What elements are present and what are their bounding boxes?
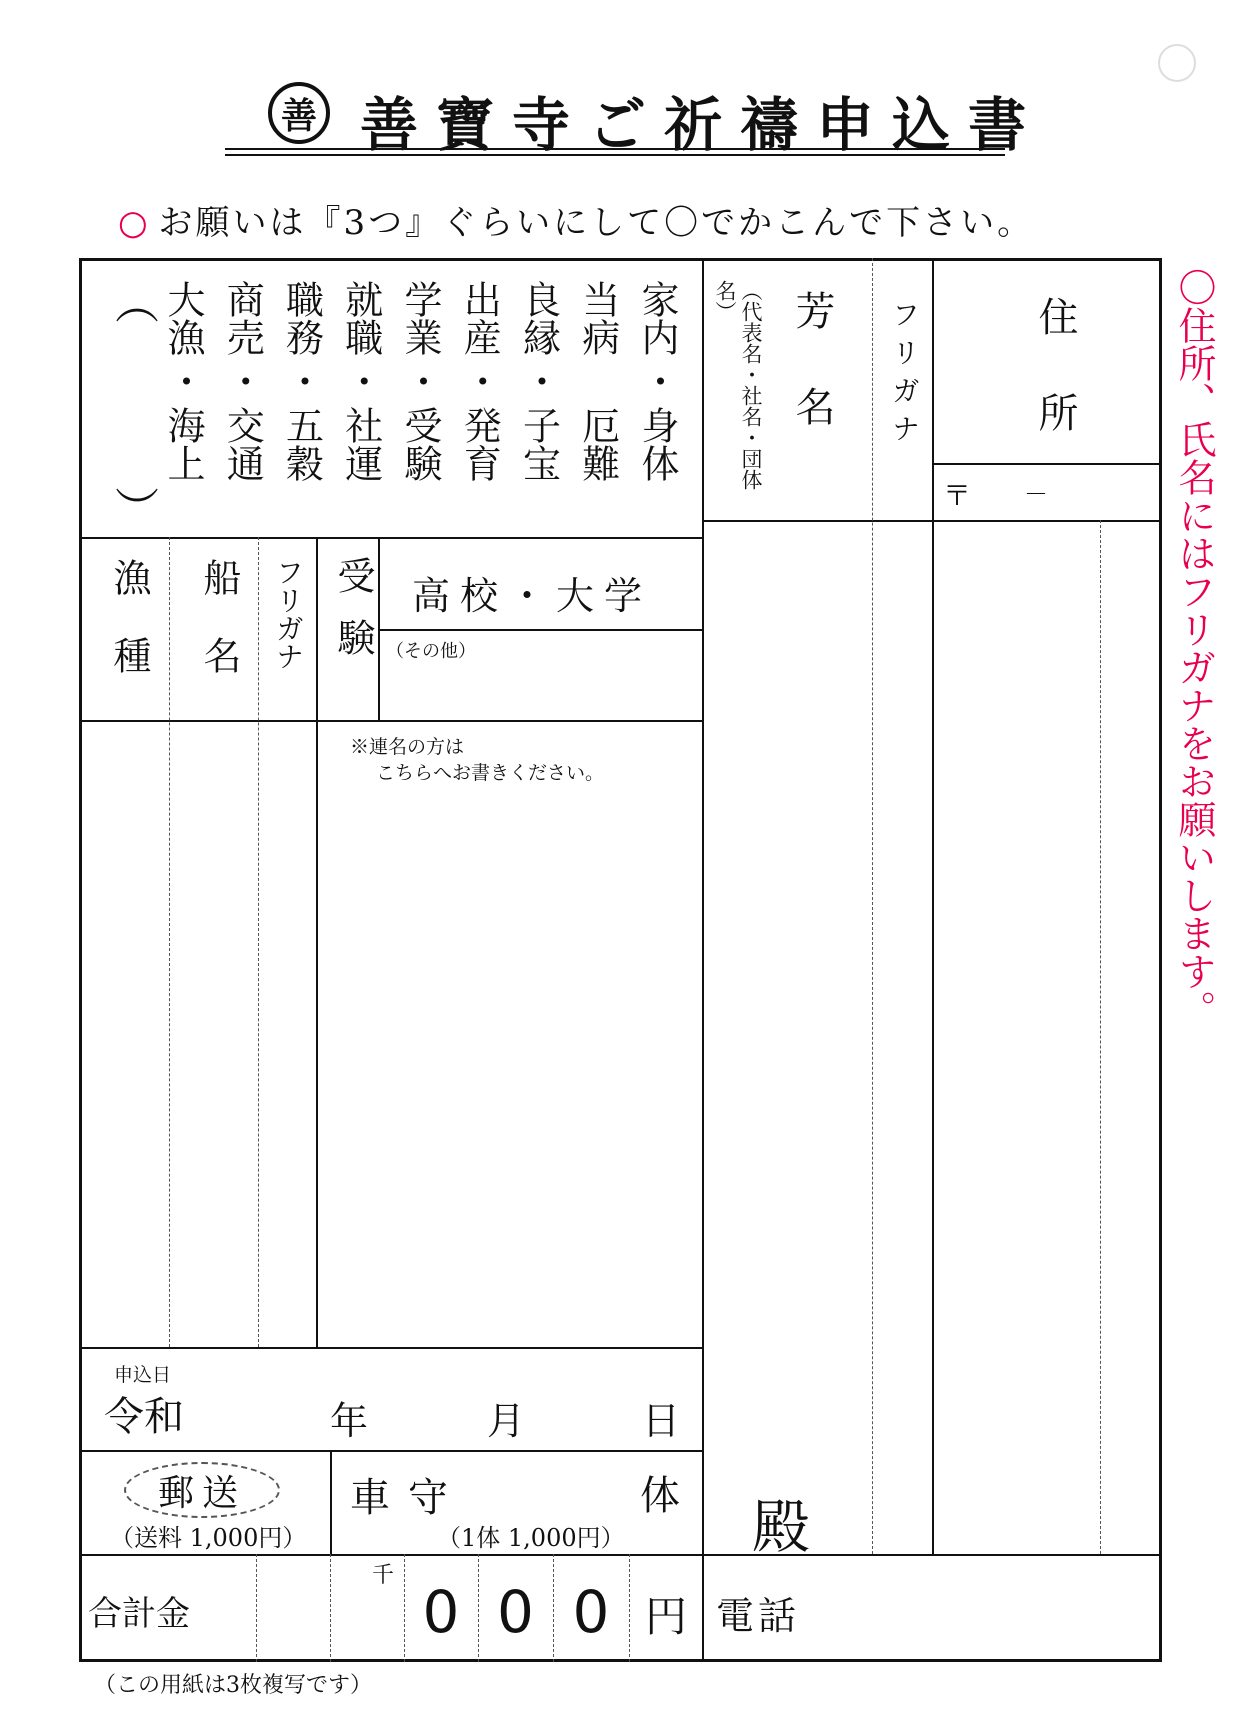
side-note-text: 住所、氏名にはフリガナをお願いします。: [1172, 306, 1216, 1028]
honorific-label: 殿: [752, 1493, 811, 1561]
temple-logo: 善: [268, 82, 330, 144]
yen-label: 円: [644, 1592, 687, 1641]
prayer-bottom-line: [79, 537, 702, 539]
era-label: 令和: [104, 1394, 184, 1440]
total-digit: 0: [572, 1578, 610, 1646]
joint-names-note: [350, 734, 604, 786]
title-underline: [225, 148, 1005, 150]
mail-option[interactable]: [124, 1462, 280, 1518]
address-field[interactable]: [934, 522, 1098, 1552]
exam-school-line: [378, 629, 702, 631]
month-label: 月: [487, 1399, 526, 1443]
prayer-options: [160, 280, 680, 526]
postal-mark: 〒: [943, 479, 972, 512]
name-field[interactable]: [704, 522, 870, 1482]
prayer-bracket-close: ︶: [107, 486, 158, 530]
fishing-dash-2: [258, 537, 259, 1347]
instruction-line: [118, 195, 1034, 244]
exam-school-option[interactable]: 高校・大学: [412, 574, 653, 618]
mail-fee: （送料 1,000円）: [110, 1524, 307, 1552]
address-furigana-field[interactable]: [1102, 522, 1160, 1552]
joint-names-field[interactable]: [318, 790, 700, 1345]
side-note: [1172, 268, 1216, 1028]
title-underline-2: [225, 154, 1005, 156]
total-label: 合計金: [88, 1594, 190, 1634]
total-digit: 0: [497, 1578, 534, 1646]
date-top-line: [79, 1347, 702, 1349]
ship-name-label: 船名: [197, 558, 241, 714]
prayer-option-shussan[interactable]: 出産 ・ 発育: [457, 280, 502, 482]
address-dash-1: [1100, 520, 1101, 1554]
phone-field[interactable]: [820, 1566, 1154, 1654]
postal-code-field[interactable]: [972, 466, 1158, 518]
prayer-option-shushoku[interactable]: 就職 ・ 社運: [338, 280, 383, 482]
page-title: 善寶寺ご祈禱申込書: [360, 91, 1045, 159]
year-label: 年: [330, 1399, 369, 1443]
exam-label: 受験: [331, 556, 375, 680]
prayer-option-gakugyo[interactable]: 学業 ・ 受験: [398, 280, 442, 482]
date-bottom-line: [79, 1450, 702, 1452]
car-charm-count-field[interactable]: [470, 1462, 630, 1512]
fishing-type-field[interactable]: [79, 720, 169, 1347]
ship-name-field[interactable]: [169, 720, 258, 1347]
punch-hole-mark: [1158, 44, 1196, 82]
car-charm-price: （1体 1,000円）: [437, 1524, 625, 1552]
application-date-label: 申込日: [114, 1364, 172, 1386]
postal-dash: －: [1024, 480, 1048, 508]
name-furigana-field[interactable]: [874, 522, 930, 1552]
address-label: 住所: [1032, 296, 1078, 488]
prayer-option-tairyo[interactable]: 大漁 ・ 海上: [161, 280, 205, 482]
phone-label: 電話: [716, 1594, 801, 1638]
prayer-option-kanai[interactable]: 家内 ・ 身体: [635, 280, 679, 482]
total-amount-field[interactable]: [190, 1560, 406, 1656]
mail-car-divider: [330, 1450, 332, 1556]
mail-label: 郵送: [157, 1472, 246, 1514]
prayer-option-tobyo[interactable]: 当病 厄難: [575, 280, 620, 482]
prayer-option-shobai[interactable]: 商売 ・ 交通: [220, 280, 265, 482]
prayer-option-ryoen[interactable]: 良縁 ・ 子宝: [516, 280, 561, 482]
prayer-bracket-open: ︵: [107, 280, 158, 324]
instruction-mark: ○: [118, 203, 148, 243]
day-label: 日: [642, 1399, 681, 1443]
side-note-mark: 〇: [1172, 268, 1216, 306]
car-charm-label: 車守: [350, 1475, 466, 1521]
name-label: 芳名: [789, 290, 835, 482]
car-charm-unit: 体: [640, 1473, 680, 1519]
fishing-type-label: 漁種: [107, 558, 151, 714]
joint-note-line1: ※連名の方は: [350, 736, 465, 758]
name-dash-1: [872, 258, 873, 1554]
name-sub-label: （代表名・社名・団体名）: [713, 280, 763, 490]
joint-note-line2: こちらへお書きください。: [376, 762, 605, 784]
name-furigana-label: フリガナ: [888, 300, 921, 452]
prayer-option-shokumu[interactable]: 職務 ・ 五穀: [279, 280, 324, 482]
exam-other-label: （その他）: [386, 641, 476, 662]
application-date-field[interactable]: [190, 1380, 690, 1440]
total-digit: 0: [422, 1578, 460, 1646]
total-top-line: [79, 1554, 1162, 1556]
fishing-furigana-label: フリガナ: [272, 558, 305, 670]
thousand-label: 千: [372, 1563, 395, 1588]
instruction-text: お願いは『3つ』ぐらいにして〇でかこんで下さい。: [158, 203, 1035, 243]
footer-note: （この用紙は3枚複写です）: [94, 1673, 372, 1698]
